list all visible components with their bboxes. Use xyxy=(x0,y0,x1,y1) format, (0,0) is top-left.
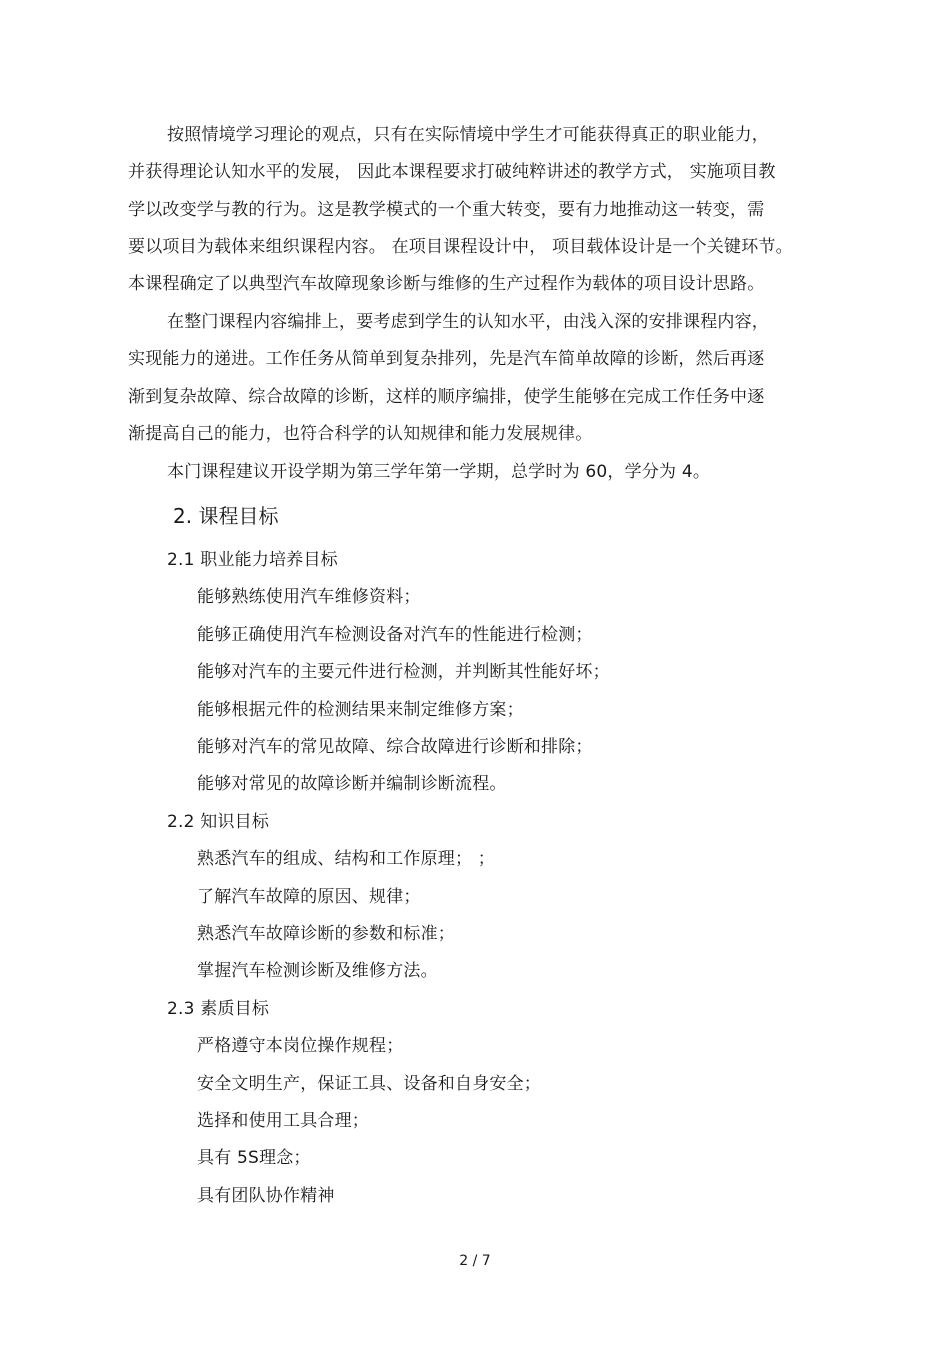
goal-item: 能够熟练使用汽车维修资料； xyxy=(197,587,421,607)
goal-item: 严格遵守本岗位操作规程； xyxy=(197,1036,404,1056)
goal-item: 选择和使用工具合理； xyxy=(197,1111,369,1131)
intro-p1-line-1: 按照情境学习理论的观点，只有在实际情境中学生才可能获得真正的职业能力， xyxy=(167,125,769,145)
intro-p1-line-3: 学以改变学与教的行为。这是教学模式的一个重大转变，要有力地推动这一转变，需 xyxy=(128,200,765,220)
intro-p1-line-2: 并获得理论认知水平的发展， 因此本课程要求打破纯粹讲述的教学方式， 实施项目教 xyxy=(128,162,776,182)
intro-p1-line-5: 本课程确定了以典型汽车故障现象诊断与维修的生产过程作为载体的项目设计思路。 xyxy=(128,274,765,294)
goal-item: 掌握汽车检测诊断及维修方法。 xyxy=(197,961,438,981)
section-heading-course-goals: 2. 课程目标 xyxy=(173,504,279,528)
goal-item: 能够对汽车的主要元件进行检测，并判断其性能好坏； xyxy=(197,662,610,682)
subsection-title-knowledge: 2.2 知识目标 xyxy=(167,812,270,832)
intro-p3: 本门课程建议开设学期为第三学年第一学期，总学时为 60，学分为 4。 xyxy=(167,462,711,482)
intro-p2-line-3: 渐到复杂故障、综合故障的诊断，这样的顺序编排，使学生能够在完成工作任务中逐 xyxy=(128,387,765,407)
goal-item: 能够根据元件的检测结果来制定维修方案； xyxy=(197,700,524,720)
goal-item: 能够对汽车的常见故障、综合故障进行诊断和排除； xyxy=(197,737,593,757)
goal-item: 具有 5S理念； xyxy=(197,1148,311,1168)
goal-item: 能够对常见的故障诊断并编制诊断流程。 xyxy=(197,774,507,794)
subsection-title-vocational-ability: 2.1 职业能力培养目标 xyxy=(167,550,338,570)
intro-p2-line-1: 在整门课程内容编排上，要考虑到学生的认知水平，由浅入深的安排课程内容， xyxy=(167,312,769,332)
goal-item: 了解汽车故障的原因、规律； xyxy=(197,887,421,907)
intro-p1-line-4: 要以项目为载体来组织课程内容。 在项目课程设计中， 项目载体设计是一个关键环节。 xyxy=(128,237,793,257)
goal-item: 熟悉汽车的组成、结构和工作原理； ； xyxy=(197,849,496,869)
goal-item: 能够正确使用汽车检测设备对汽车的性能进行检测； xyxy=(197,625,593,645)
goal-item: 安全文明生产，保证工具、设备和自身安全； xyxy=(197,1074,541,1094)
goal-item: 具有团队协作精神 xyxy=(197,1186,335,1206)
intro-p2-line-4: 渐提高自己的能力，也符合科学的认知规律和能力发展规律。 xyxy=(128,424,593,444)
goal-item: 熟悉汽车故障诊断的参数和标准； xyxy=(197,924,455,944)
page-number: 2 / 7 xyxy=(459,1253,491,1269)
intro-p2-line-2: 实现能力的递进。工作任务从简单到复杂排列，先是汽车简单故障的诊断，然后再逐 xyxy=(128,349,765,369)
subsection-title-quality: 2.3 素质目标 xyxy=(167,999,270,1019)
